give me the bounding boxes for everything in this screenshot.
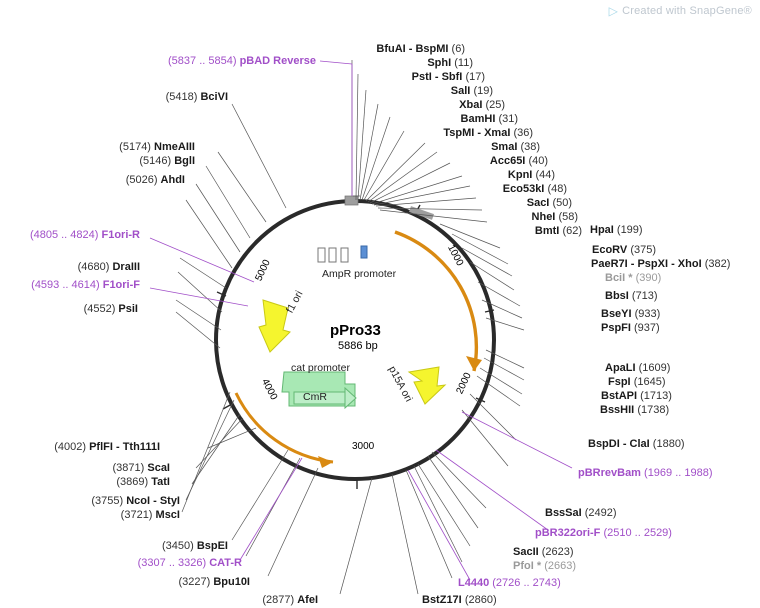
- site-label-bsshii: BssHII (1738): [600, 404, 670, 416]
- plasmid-size: 5886 bp: [338, 340, 378, 352]
- site-label-smai: SmaI (38): [491, 141, 540, 153]
- site-label-sali: SalI (19): [450, 85, 493, 97]
- snapgene-icon: ▷: [608, 4, 619, 18]
- site-label-bstz17i: BstZ17I (2860): [422, 594, 497, 606]
- site-label-bmti: BmtI (62): [534, 225, 582, 237]
- plasmid-name: pPro33: [330, 322, 381, 339]
- site-label-kpni: KpnI (44): [507, 169, 555, 181]
- site-label-pspfi: PspFI (937): [601, 322, 660, 334]
- site-label-bseyi: BseYI (933): [601, 308, 661, 320]
- feature-label-cmr: CmR: [303, 391, 327, 403]
- tick-label-2000: 2000: [454, 371, 474, 396]
- tick-label-1000: 1000: [445, 243, 466, 268]
- ampr-promoter-markers: [318, 246, 367, 262]
- site-label-bbsi: BbsI (713): [605, 290, 658, 302]
- site-label-pfoi: PfoI * (2663): [513, 560, 576, 572]
- feature-label-cat-promoter: cat promoter: [291, 362, 350, 374]
- site-label-bpu10i: (3227) Bpu10I: [178, 576, 250, 588]
- p15a-ori-arrow: [409, 367, 445, 404]
- site-label-paer7i-pspxi-xhoi: PaeR7I - PspXI - XhoI (382): [591, 258, 731, 270]
- site-label-bgli: (5146) BglI: [139, 155, 195, 167]
- primer-label-f1ori-r: (4805 .. 4824) F1ori-R: [29, 229, 140, 241]
- primer-leader-lines: [150, 238, 572, 580]
- site-label-xbai: XbaI (25): [459, 99, 505, 111]
- site-label-bamhi: BamHI (31): [460, 113, 518, 125]
- site-label-sacii: SacII (2623): [513, 546, 574, 558]
- site-label-nhei: NheI (58): [531, 211, 578, 223]
- site-label-ncoi-styi: (3755) NcoI - StyI: [91, 495, 180, 507]
- site-label-draiii: (4680) DraIII: [77, 261, 140, 273]
- primer-label-pbad-reverse: (5837 .. 5854) pBAD Reverse: [168, 55, 316, 67]
- site-label-bfuai-bspmi: BfuAI - BspMI (6): [376, 43, 465, 55]
- site-label-bsssai: BssSaI (2492): [545, 507, 617, 519]
- tick-label-5000: 5000: [253, 258, 273, 283]
- cmr-arrowhead: [318, 456, 333, 468]
- site-label-ahdi: (5026) AhdI: [125, 174, 185, 186]
- site-label-bcivi: (5418) BciVI: [165, 91, 228, 103]
- feature-label-p15a-ori: p15A ori: [385, 364, 415, 404]
- site-label-tspmi-xmai: TspMI - XmaI (36): [443, 127, 533, 139]
- site-label-psii: (4552) PsiI: [83, 303, 138, 315]
- site-label-sphi: SphI (11): [427, 57, 473, 69]
- site-label-scai: (3871) ScaI: [112, 462, 170, 474]
- site-label-bspei: (3450) BspEI: [161, 540, 228, 552]
- primer-label-cat-r: (3307 .. 3326) CAT-R: [137, 557, 242, 569]
- site-label-saci: SacI (50): [526, 197, 572, 209]
- bottom-leader-lines: [232, 450, 418, 594]
- primer-label-f1ori-f: (4593 .. 4614) F1ori-F: [31, 279, 140, 291]
- tick-label-3000: 3000: [352, 441, 375, 452]
- tick-label-4000: 4000: [259, 377, 280, 402]
- site-label-hpai: HpaI (199): [590, 224, 643, 236]
- site-label-bcii: BciI * (390): [605, 272, 662, 284]
- site-label-afei: (2877) AfeI: [262, 594, 318, 606]
- site-label-pflfi-tth111i: (4002) PflFI - Tth111I: [54, 441, 160, 453]
- feature-label-f1-ori: f1 ori: [283, 288, 306, 316]
- site-label-bspdi-clai: BspDI - ClaI (1880): [588, 438, 685, 450]
- primer-label-pbr322ori-f: pBR322ori-F (2510 .. 2529): [535, 527, 672, 539]
- site-label-fspi: FspI (1645): [608, 376, 666, 388]
- primer-label-l4440: L4440 (2726 .. 2743): [458, 577, 561, 589]
- site-label-nmeaiii: (5174) NmeAIII: [119, 141, 195, 153]
- site-label-apali: ApaLI (1609): [605, 362, 671, 374]
- p15a-ori-arrowhead: [466, 356, 482, 371]
- site-label-tati: (3869) TatI: [116, 476, 170, 488]
- site-label-bstapi: BstAPI (1713): [601, 390, 672, 402]
- site-label-msci: (3721) MscI: [120, 509, 180, 521]
- site-label-ecorv: EcoRV (375): [592, 244, 657, 256]
- site-label-psti-sbfi: PstI - SbfI (17): [411, 71, 485, 83]
- site-label-acc65i: Acc65I (40): [489, 155, 548, 167]
- site-label-eco53ki: Eco53kI (48): [502, 183, 567, 195]
- primer-label-pbrrevbam: pBRrevBam (1969 .. 1988): [578, 467, 713, 479]
- watermark-text: Created with SnapGene®: [622, 5, 752, 17]
- feature-label-ampr-promoter: AmpR promoter: [322, 268, 397, 280]
